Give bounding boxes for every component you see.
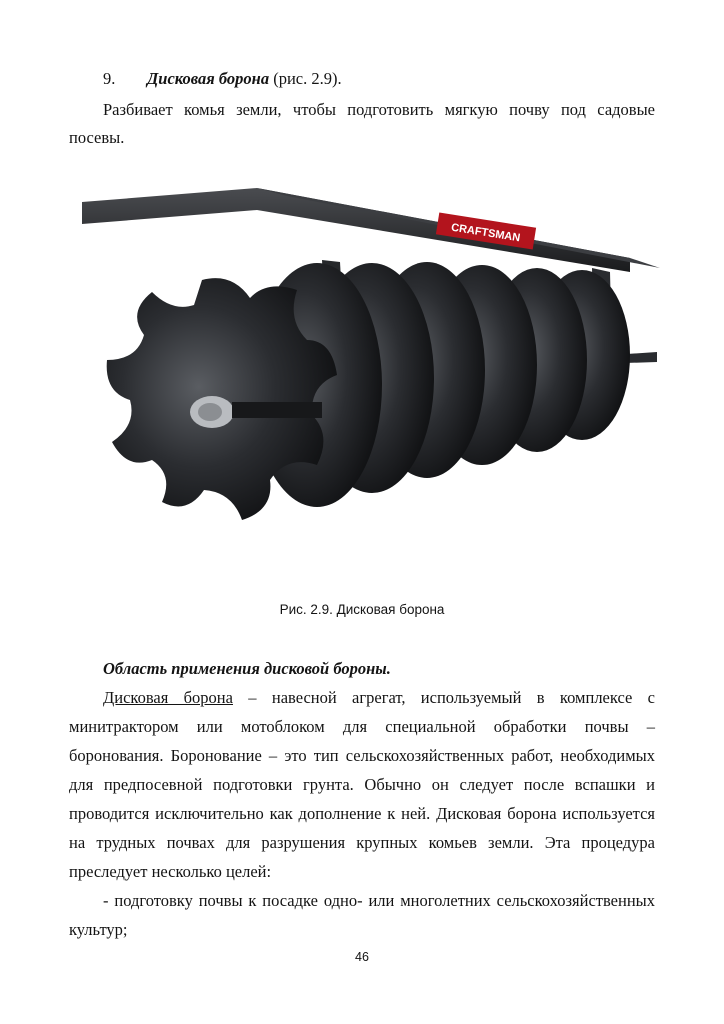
body-line-5: проводится исключительно как дополнение к ней. Дисковая борона используется	[69, 804, 655, 823]
body-line-7: преследует несколько целей:	[69, 862, 272, 881]
body-line-9: культур;	[69, 920, 128, 939]
subheading: Область применения дисковой бороны.	[103, 659, 391, 678]
intro-line-2: посевы.	[69, 128, 125, 147]
body-line-6: на трудных почвах для разрушения крупных комьев земли. Эта процедура	[69, 833, 655, 852]
section-title: Дисковая борона	[147, 69, 270, 88]
section-number: 9.	[103, 69, 116, 88]
body-line-4: для предпосевной подготовки грунта. Обычно он следует после вспашки и	[69, 775, 655, 794]
body-line-1-rest: – навесной агрегат, используемый в комплексе с	[232, 688, 655, 707]
figure-caption: Рис. 2.9. Дисковая борона	[279, 602, 445, 617]
body-line-2: минитрактором или мотоблоком для специальной обработки почвы –	[69, 717, 655, 736]
brand-label: CRAFTSMAN	[450, 221, 522, 245]
page-number: 46	[355, 950, 369, 964]
section-figure-ref: (рис. 2.9).	[269, 69, 342, 88]
body-line-8: - подготовку почвы к посадке одно- или многолетних сельскохозяйственных	[103, 891, 655, 910]
disc-harrow-photo	[82, 180, 662, 590]
body-term: Дисковая борона	[103, 688, 233, 707]
body-line-1	[103, 687, 655, 709]
intro-line-1: Разбивает комья земли, чтобы подготовить мягкую почву под садовые	[103, 100, 655, 119]
body-line-3: боронования. Боронование – это тип сельскохозяйственных работ, необходимых	[69, 746, 655, 765]
section-heading	[147, 69, 342, 89]
frame-bar	[82, 188, 630, 272]
